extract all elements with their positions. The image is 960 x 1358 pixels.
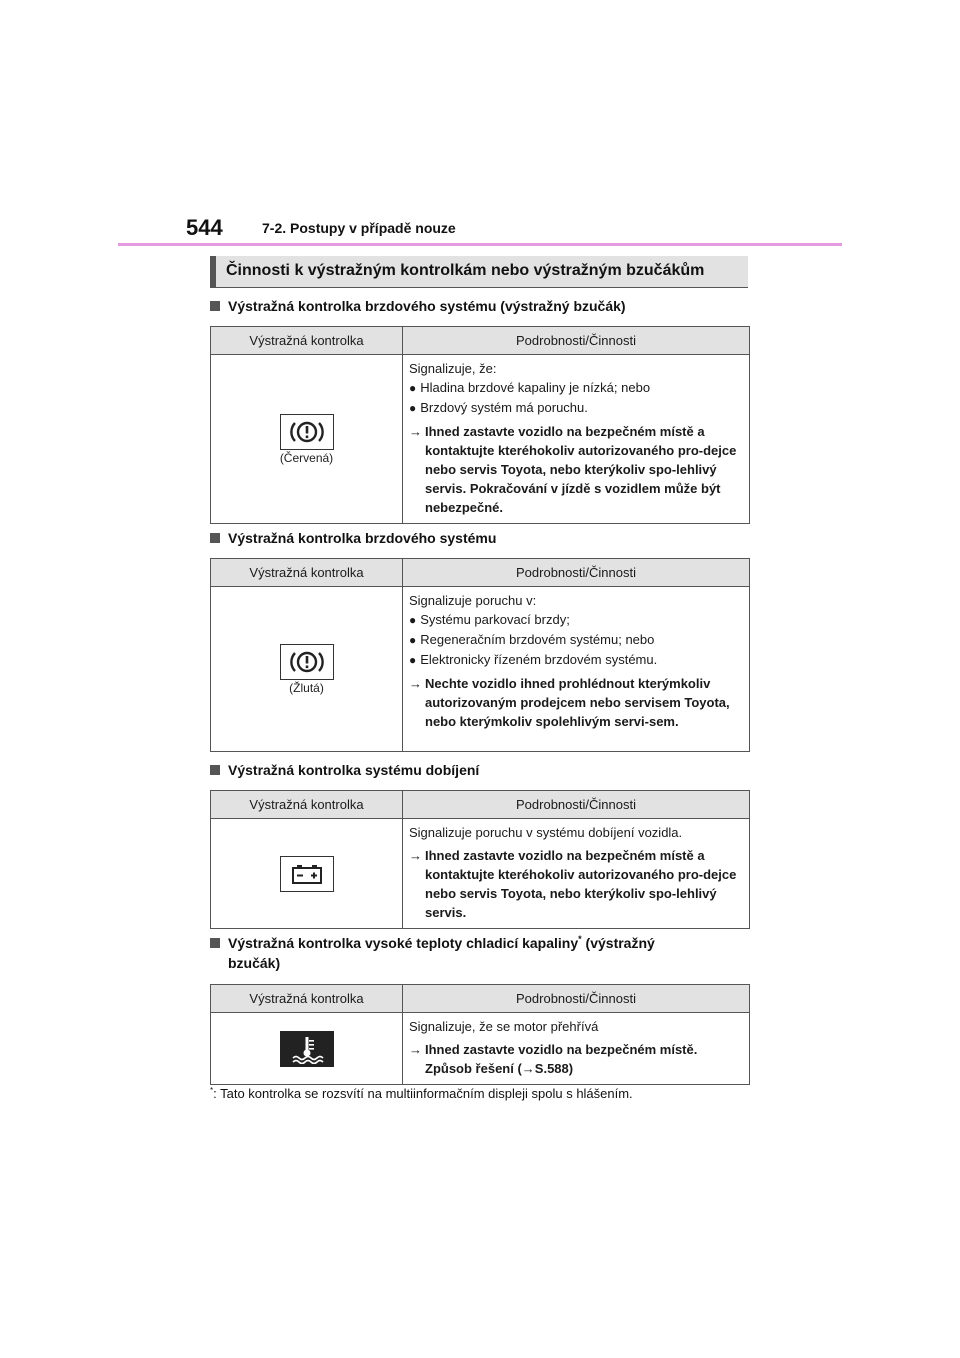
section-heading [210,256,748,288]
details-intro: Signalizuje poruchu v: [409,593,537,608]
details-intro: Signalizuje poruchu v systému dobíjení vozidla. [409,825,683,840]
column-header-light: Výstražná kontrolka [211,559,403,587]
footnote [210,1086,633,1101]
indicator-cell [211,355,403,524]
column-header-details: Podrobnosti/Činnosti [403,559,750,587]
details-intro: Signalizuje, že se motor přehřívá [409,1019,599,1034]
details-bullet: ● Hladina brzdové kapaliny je nízká; nebo [409,380,651,395]
column-header-light: Výstražná kontrolka [211,985,403,1013]
warning-title: Výstražná kontrolka systému dobíjení [210,760,750,780]
square-bullet-icon [210,938,220,948]
warning-table [210,790,750,929]
details-cell [403,819,750,929]
section-heading-text: Činnosti k výstražným kontrolkám nebo výstražným bzučákům [226,262,705,279]
page-number: 544 [186,215,223,240]
indicator-cell [211,819,403,929]
indicator-cell [211,1013,403,1085]
column-header-light: Výstražná kontrolka [211,791,403,819]
header-divider [118,243,842,246]
details-bullet: ● Elektronicky řízeném brzdovém systému. [409,652,658,667]
action-instruction: → Nechte vozidlo ihned prohlédnout kterýmkoliv autorizovaným prodejcem nebo servisem Toyota, nebo kterýmkoliv spolehlivým servi-sem. [409,676,730,729]
column-header-details: Podrobnosti/Činnosti [403,327,750,355]
section-reference: 7-2. Postupy v případě nouze [262,220,456,236]
brake-warning-icon [280,644,334,680]
footnote-mark: * [578,934,582,944]
square-bullet-icon [210,301,220,311]
action-instruction: → Ihned zastavte vozidlo na bezpečném místě a kontaktujte kteréhokoliv autorizovaného pro-dejce nebo servis Toyota, nebo kterýkoliv spo-lehlivý servis. Pokračování v jízdě s vozidlem může být nebezpečné. [409,424,737,515]
action-instruction: → Ihned zastavte vozidlo na bezpečném místě a kontaktujte kteréhokoliv autorizovaného pro-dejce nebo servis Toyota, nebo kterýkoliv spo-lehlivý servis. [409,848,737,920]
warning-title: Výstražná kontrolka brzdového systému (výstražný bzučák) [210,296,750,316]
details-cell [403,1013,750,1085]
column-header-details: Podrobnosti/Činnosti [403,985,750,1013]
warning-table [210,984,750,1085]
column-header-details: Podrobnosti/Činnosti [403,791,750,819]
footnote-mark: * [210,1086,214,1095]
details-cell [403,355,750,524]
action-instruction: → Ihned zastavte vozidlo na bezpečném místě. Způsob řešení (→S.588) [409,1042,698,1076]
battery-icon [280,856,334,892]
details-bullet: ● Regeneračním brzdovém systému; nebo [409,632,655,647]
details-bullet: ● Systému parkovací brzdy; [409,612,570,627]
details-bullet: ● Brzdový systém má poruchu. [409,400,588,415]
indicator-cell [211,587,403,752]
coolant-temperature-icon [280,1031,334,1067]
details-intro: Signalizuje, že: [409,361,497,376]
footnote-text: : Tato kontrolka se rozsvítí na multiinformačním displeji spolu s hlášením. [213,1086,633,1101]
warning-title: Výstražná kontrolka vysoké teploty chladicí kapaliny* (výstražný bzučák) [210,933,750,973]
warning-title: Výstražná kontrolka brzdového systému [210,528,750,548]
brake-warning-icon [280,414,334,450]
column-header-light: Výstražná kontrolka [211,327,403,355]
warning-table [210,326,750,524]
warning-table [210,558,750,752]
square-bullet-icon [210,765,220,775]
icon-caption: (Žlutá) [289,680,324,695]
details-cell [403,587,750,752]
icon-caption: (Červená) [279,450,334,465]
square-bullet-icon [210,533,220,543]
